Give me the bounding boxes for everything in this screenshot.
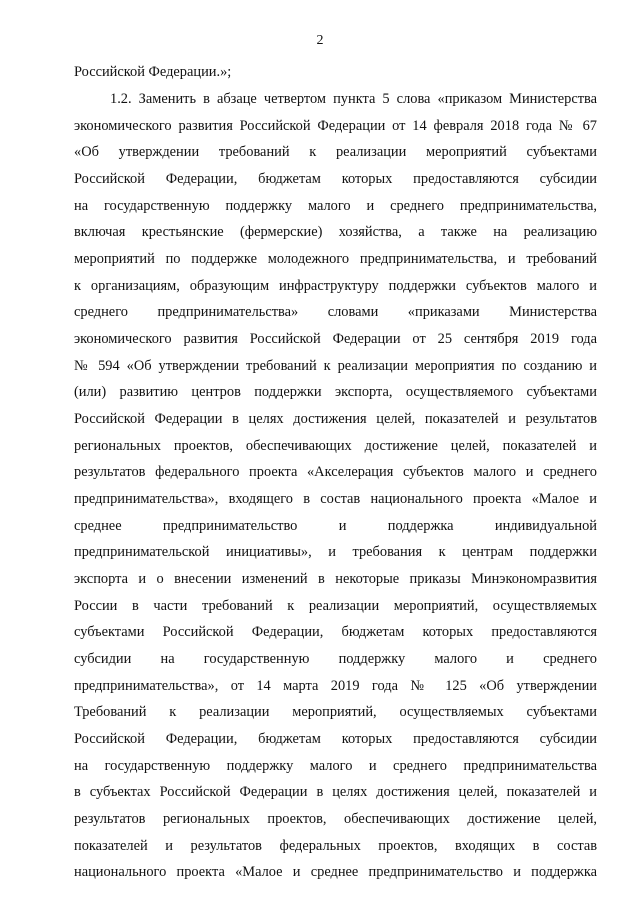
text-line: результатов федерального проекта «Акселерация субъектов малого и среднего [74,464,597,480]
text-line: предпринимательства», входящего в состав национального проекта «Малое и [74,491,597,507]
text-line: экономического развития Российской Федерации от 14 февраля 2018 года № 67 [74,118,597,134]
text-line: экспорта и о внесении изменений в некоторые приказы Минэкономразвития [74,571,597,587]
text-line: предпринимательства», от 14 марта 2019 года № 125 «Об утверждении [74,678,597,694]
text-line: результатов региональных проектов, обеспечивающих достижение целей, [74,811,597,827]
text-line: к организациям, образующим инфраструктуру поддержки субъектов малого и [74,278,597,294]
text-line: России в части требований к реализации мероприятий, осуществляемых [74,598,597,614]
page-number: 2 [316,33,324,48]
text-line: среднее предпринимательство и поддержка индивидуальной [74,518,597,534]
text-line: показателей и результатов федеральных проектов, входящих в состав [74,838,597,854]
text-line: региональных проектов, обеспечивающих достижение целей, показателей и [74,438,597,454]
text-line: (или) развитию центров поддержки экспорта, осуществляемого субъектами [74,384,597,400]
text-line: «Об утверждении требований к реализации мероприятий субъектами [74,144,597,160]
text-line: включая крестьянские (фермерские) хозяйства, а также на реализацию [74,224,597,240]
text-line: Российской Федерации в целях достижения целей, показателей и результатов [74,411,597,427]
text-line: субъектами Российской Федерации, бюджетам которых предоставляются [74,624,597,640]
text-line: предпринимательской инициативы», и требования к центрам поддержки [74,544,597,560]
text-line: на государственную поддержку малого и среднего предпринимательства, [74,198,597,214]
text-line: № 594 «Об утверждении требований к реализации мероприятия по созданию и [74,358,597,374]
text-line: Российской Федерации.»; [74,64,232,80]
text-line: Российской Федерации, бюджетам которых предоставляются субсидии [74,731,597,747]
text-line: Российской Федерации, бюджетам которых предоставляются субсидии [74,171,597,187]
text-line: национального проекта «Малое и среднее предпринимательство и поддержка [74,864,597,880]
text-line: мероприятий по поддержке молодежного предпринимательства, и требований [74,251,597,267]
text-line: Требований к реализации мероприятий, осуществляемых субъектами [74,704,597,720]
text-line: экономического развития Российской Федерации от 25 сентября 2019 года [74,331,597,347]
text-line: субсидии на государственную поддержку малого и среднего [74,651,597,667]
text-line: в субъектах Российской Федерации в целях достижения целей, показателей и [74,784,597,800]
text-line: среднего предпринимательства» словами «приказами Министерства [74,304,597,320]
text-line: 1.2. Заменить в абзаце четвертом пункта 5 слова «приказом Министерства [110,91,597,107]
text-line: на государственную поддержку малого и среднего предпринимательства [74,758,597,774]
